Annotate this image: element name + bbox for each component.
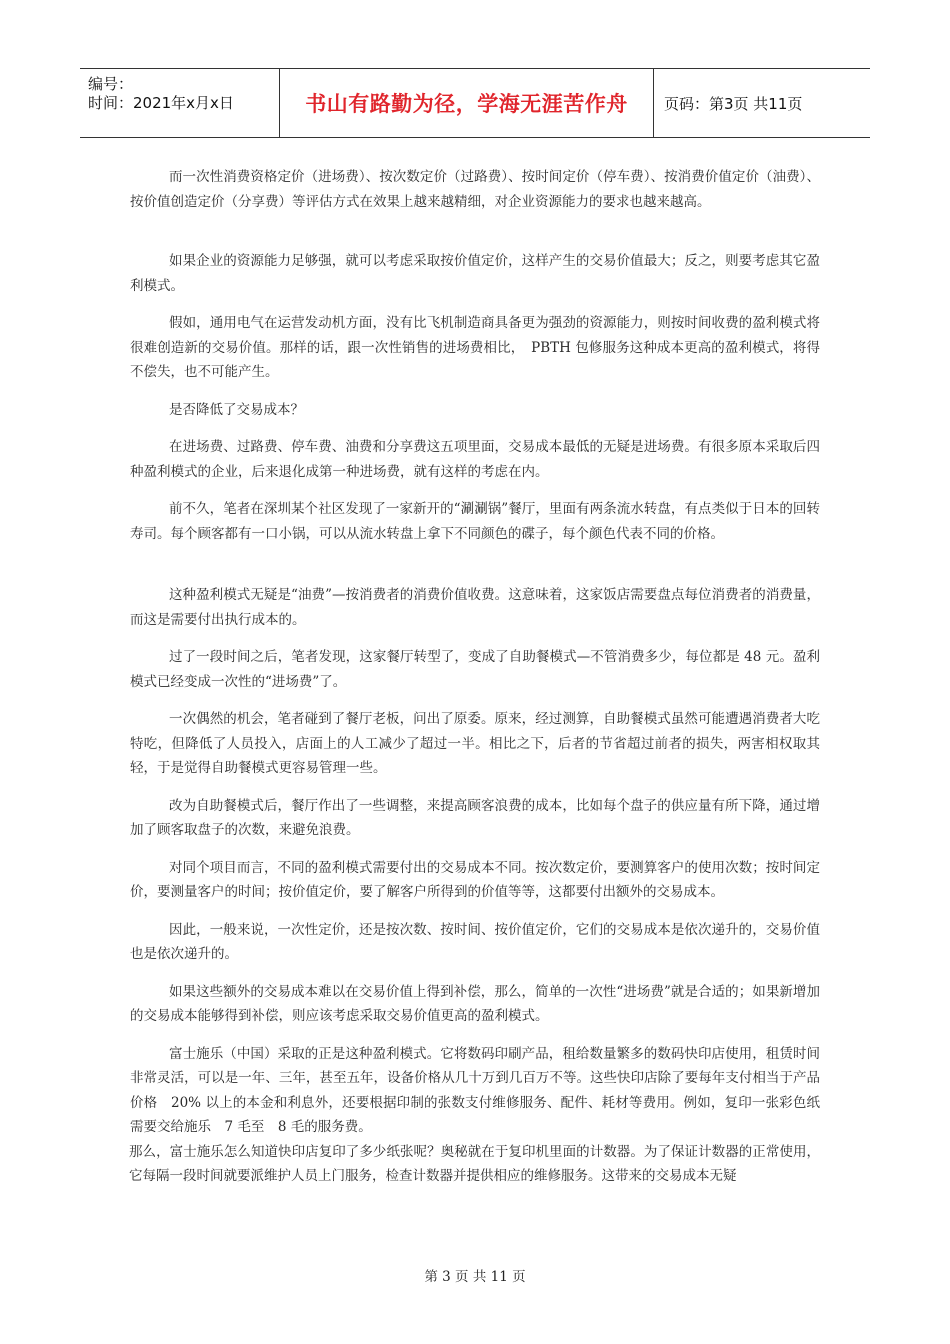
- paragraph: 对同个项目而言，不同的盈利模式需要付出的交易成本不同。按次数定价，要测算客户的使用次数；按时间定价，要测量客户的时间；按价值定价，要了解客户所得到的价值等等，这都要付出额外的交易成本。: [130, 859, 820, 900]
- header-table: [80, 68, 870, 138]
- paragraph: 这种盈利模式无疑是“油费”—按消费者的消费价值收费。这意味着，这家饭店需要盘点每位消费者的消费量，而这是需要付出执行成本的。: [130, 587, 820, 628]
- paragraph: 如果这些额外的交易成本难以在交易价值上得到补偿，那么，简单的一次性“进场费”就是合适的；如果新增加的交易成本能够得到补偿，则应该考虑采取交易价值更高的盈利模式。: [130, 983, 820, 1024]
- paragraph: 而一次性消费资格定价（进场费）、按次数定价（过路费）、按时间定价（停车费）、按消费价值定价（油费）、按价值创造定价（分享费）等评估方式在效果上越来越精细，对企业资源能力的要求也越来越高。: [130, 169, 820, 210]
- document-body: [130, 165, 820, 1189]
- page-footer: 第 3 页 共 11 页: [424, 1269, 526, 1285]
- paragraph: 因此，一般来说，一次性定价，还是按次数、按时间、按价值定价，它们的交易成本是依次递升的，交易价值也是依次递升的。: [130, 921, 820, 962]
- paragraph: 过了一段时间之后，笔者发现，这家餐厅转型了，变成了自助餐模式—不管消费多少，每位都是 48 元。盈利模式已经变成一次性的“进场费”了。: [130, 649, 820, 690]
- date-label: 时间：2021年x月x日: [88, 94, 234, 112]
- paragraph: 改为自助餐模式后，餐厅作出了一些调整，来提高顾客浪费的成本，比如每个盘子的供应量有所下降，通过增加了顾客取盘子的次数，来避免浪费。: [130, 797, 820, 838]
- paragraph: 一次偶然的机会，笔者碰到了餐厅老板，问出了原委。原来，经过测算，自助餐模式虽然可能遭遇消费者大吃特吃，但降低了人员投入，店面上的人工减少了超过一半。相比之下，后者的节省超过前者的损失，两害相权取其轻，于是觉得自助餐模式更容易管理一些。: [130, 711, 820, 776]
- paragraph: 假如，通用电气在运营发动机方面，没有比飞机制造商具备更为强劲的资源能力，则按时间收费的盈利模式将很难创造新的交易价值。那样的话，跟一次性销售的进场费相比， PBTH 包修服务这种成本更高的盈利模式，将得不偿失，也不可能产生。: [130, 315, 820, 380]
- number-label: 编号：: [88, 75, 134, 93]
- section-question: 是否降低了交易成本？: [169, 401, 304, 418]
- page-info: 页码：第3页 共11页: [664, 94, 803, 113]
- header-meta-cell: [80, 69, 280, 137]
- paragraph: 前不久，笔者在深圳某个社区发现了一家新开的“涮涮锅”餐厅，里面有两条流水转盘，有点类似于日本的回转寿司。每个顾客都有一口小锅，可以从流水转盘上拿下不同颜色的碟子，每个颜色代表不同的价格。: [130, 501, 820, 542]
- paragraph: 在进场费、过路费、停车费、油费和分享费这五项里面，交易成本最低的无疑是进场费。有很多原本采取后四种盈利模式的企业，后来退化成第一种进场费，就有这样的考虑在内。: [130, 439, 820, 480]
- paragraph: 如果企业的资源能力足够强，就可以考虑采取按价值定价，这样产生的交易价值最大；反之，则要考虑其它盈利模式。: [130, 253, 820, 294]
- motto-title: 书山有路勤为径，学海无涯苦作舟: [280, 69, 654, 137]
- paragraph: 富士施乐（中国）采取的正是这种盈利模式。它将数码印刷产品，租给数量繁多的数码快印店使用，租赁时间非常灵活，可以是一年、三年，甚至五年，设备价格从几十万到几百万不等。这些快印店除了要每年支付相当于产品价格 20% 以上的本金和利息外，还要根据印制的张数支付维修服务、配件、耗材等费用。例如，复印一张彩色纸需要交给施乐 7 毛至 8 毛的服务费。: [130, 1045, 820, 1135]
- paragraph: 那么，富士施乐怎么知道快印店复印了多少纸张呢？奥秘就在于复印机里面的计数器。为了保证计数器的正常使用，它每隔一段时间就要派维护人员上门服务，检查计数器并提供相应的维修服务。这带来的交易成本无疑: [129, 1143, 820, 1184]
